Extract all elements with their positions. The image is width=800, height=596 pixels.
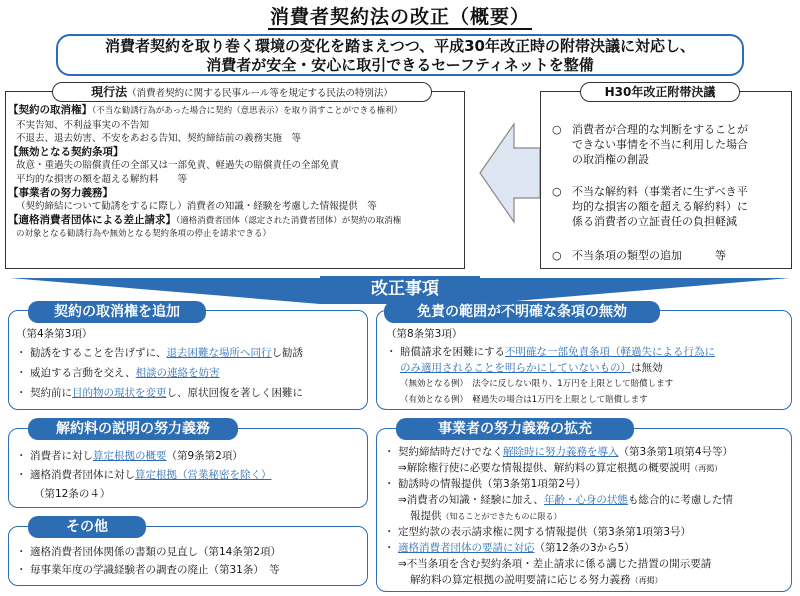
sec3-line-1 <box>16 448 243 464</box>
h30-label: H30年改正附帯決議 <box>580 82 740 102</box>
sec1-item <box>16 385 303 401</box>
bullet: ・ <box>16 469 27 481</box>
sec4-b2 <box>398 492 733 508</box>
kaisei-label: 改正事項 <box>371 279 439 299</box>
genko-line: （契約締結について勧誘をするに際し）消費者の知識・経験を考慮した情報提供 等 <box>16 201 377 213</box>
genko-head: 【無効となる契約条項】 <box>8 145 124 158</box>
h30-item-line: 消費者が合理的な判断をすることが <box>572 123 748 136</box>
sec1-item-link[interactable]: 目的物の現状を変更 <box>72 387 167 399</box>
genko-line: 不実告知、不利益事実の不告知 <box>16 119 150 131</box>
sec4-b2-pre: ⇒消費者の知識・経験に加え、 <box>398 494 544 506</box>
lead-line-2: 消費者が安全・安心に取引できるセーフティネットを整備 <box>206 56 594 74</box>
sec3-l1-link[interactable]: 算定根拠の概要 <box>93 450 167 462</box>
circle-mark-icon: ○ <box>552 123 562 136</box>
lead-line-1: 消費者契約を取り巻く環境の変化を踏まえつつ、平成30年改正時の附帯決議に対応し、 <box>105 37 695 55</box>
genko-line: の対象となる勧誘行為や無効となる契約条項の停止を請求できる） <box>16 229 272 240</box>
sec1-item-link[interactable]: 相談の連絡を妨害 <box>135 367 220 379</box>
genko-line: 不退去、退去妨害、不安をあおる告知、契約締結前の義務実施 等 <box>16 133 302 145</box>
sec4-a1-pre: 契約締結時だけでなく <box>398 446 503 458</box>
sec5-l2-text: 毎事業年度の学識経験者の調査の廃止（第31条） 等 <box>30 564 280 576</box>
sec1-article: （第4条第3項） <box>16 328 93 340</box>
sec4-a2-note: （再掲） <box>690 464 723 473</box>
sec4-d1-link[interactable]: 適格消費者団体の要請に対応 <box>398 542 535 554</box>
genko-line: 平均的な損害の額を超える解約料 等 <box>16 173 188 185</box>
sec2-line-1 <box>386 344 715 360</box>
sec4-b3 <box>410 508 562 525</box>
sec3-l2-link[interactable]: 算定根拠（営業秘密を除く） <box>135 469 272 481</box>
genko-head: 【適格消費者団体による差止請求】 <box>8 213 176 226</box>
sec1-item-link[interactable]: 退去困難な場所へ同行 <box>166 347 272 359</box>
bullet: ・ <box>16 347 27 359</box>
sec4-d2: ⇒不当条項を含む契約条項・差止請求に係る講じた措置の開示要請 <box>398 558 712 570</box>
page-title: 消費者契約法の改正（概要） <box>269 6 530 28</box>
sec1-item <box>16 365 220 381</box>
bullet: ・ <box>384 446 395 458</box>
genko-head: 【事業者の努力義務】 <box>8 186 113 199</box>
circle-mark-icon: ○ <box>552 249 562 262</box>
sec1-item-pre: 勧誘をすることを告げずに、 <box>30 347 167 359</box>
bullet: ・ <box>384 478 395 490</box>
lead-box <box>56 34 744 76</box>
genko-label-sub: （消費者契約に関する民事ルール等を規定する民法の特別法） <box>127 88 393 99</box>
h30-frame <box>540 91 792 269</box>
bullet: ・ <box>16 546 27 558</box>
sec1-item-pre: 契約前に <box>30 387 72 399</box>
sec4-b2-link[interactable]: 年齢・心身の状態 <box>543 494 628 506</box>
sec4-b2-post: も総合的に考慮した情 <box>627 494 733 506</box>
genko-section-void <box>8 146 460 187</box>
section-head-void: 免責の範囲が不明確な条項の無効 <box>384 301 660 323</box>
bullet: ・ <box>384 542 395 554</box>
sec4-a1-post: （第3条第1項第4号等） <box>618 446 734 458</box>
sec3-l1-post: （第9条第2項） <box>166 450 243 462</box>
genko-section-cancel <box>8 104 460 146</box>
sec4-d3 <box>410 572 663 589</box>
sec1-item <box>16 345 303 361</box>
h30-item-line: 不当な解約料（事業者に生ずべき平 <box>572 185 748 198</box>
bullet: ・ <box>16 564 27 576</box>
sec2-article: （第8条第3項） <box>386 328 463 340</box>
sec5-l1-text: 適格消費者団体関係の書類の見直し（第14条第2項） <box>30 546 282 558</box>
genko-label-main: 現行法 <box>91 85 128 99</box>
sec2-example-valid: （有効となる例） 軽過失の場合は1万円を上限として賠償します <box>400 395 648 405</box>
bullet: ・ <box>384 526 395 538</box>
section-head-business-duty: 事業者の努力義務の拡充 <box>396 418 634 440</box>
bullet: ・ <box>16 450 27 462</box>
sec5-line-2 <box>16 562 280 578</box>
sec4-c1-text: 定型約款の表示請求権に関する情報提供（第3条第1項第3号） <box>398 526 692 538</box>
sec3-line-3: （第12条の４） <box>34 488 111 500</box>
sec2-line2-post: は無効 <box>631 362 663 374</box>
title-underline <box>268 28 532 30</box>
bullet: ・ <box>386 346 397 358</box>
bullet: ・ <box>16 387 27 399</box>
sec4-d3-text: 解約料の算定根拠の説明要請に応じる努力義務 <box>410 574 631 586</box>
sec3-l2-pre: 適格消費者団体に対し <box>30 469 135 481</box>
genko-head-note: （適格消費者団体（認定された消費者団体）が契約の取消権 <box>176 215 402 226</box>
h30-item-line: できない事情を不当に利用した場合 <box>572 138 748 151</box>
section-head-cancel-fee: 解約料の説明の努力義務 <box>28 418 238 440</box>
sec1-item-post: し、原状回復を著しく困難に <box>166 387 303 399</box>
circle-mark-icon: ○ <box>552 185 562 198</box>
sec3-line-2 <box>16 467 272 483</box>
section-head-other: その他 <box>28 516 146 538</box>
h30-item-line: 不当条項の類型の追加 等 <box>572 249 726 262</box>
sec5-line-1 <box>16 544 281 560</box>
h30-item <box>550 248 782 263</box>
sec3-l1-pre: 消費者に対し <box>30 450 93 462</box>
h30-item-line: 均的な損害の額を超える解約料）に <box>572 200 748 213</box>
genko-head-note: （不当な勧誘行為があった場合に契約（意思表示）を取り消すことができる権利） <box>92 106 403 116</box>
h30-item <box>550 184 782 229</box>
h30-item-line: 係る消費者の立証責任の負担軽減 <box>572 215 737 228</box>
sec4-d3-note: （再掲） <box>630 576 663 585</box>
sec4-b3-note: （知ることができたものに限る） <box>441 512 562 521</box>
sec2-example-invalid: （無効となる例） 法令に反しない限り、1万円を上限として賠償します <box>400 379 674 389</box>
sec2-line1-pre: 賠償請求を困難にする <box>400 346 505 358</box>
left-arrow-icon <box>478 118 542 228</box>
section-head-cancel: 契約の取消権を追加 <box>28 301 206 323</box>
h30-item-line: の取消権の創設 <box>572 153 649 166</box>
sec4-a1 <box>384 444 733 460</box>
sec2-line-2 <box>400 360 663 376</box>
sec1-item-post: し勧誘 <box>271 347 303 359</box>
genko-section-duty <box>8 187 460 214</box>
genko-line: 故意・重過失の賠償責任の全部又は一部免責、軽過失の賠償責任の全部免責 <box>16 160 340 172</box>
sec4-a1-link[interactable]: 解除時に努力義務を導入 <box>503 446 619 458</box>
bullet: ・ <box>16 367 27 379</box>
genko-head: 【契約の取消権】 <box>8 104 92 116</box>
sec4-d1-post: （第12条の3から5） <box>534 542 635 554</box>
sec2-line2-link[interactable]: のみ適用されることを明らかにしていないもの） <box>400 362 631 374</box>
sec2-line1-link[interactable]: 不明確な一部免責条項（軽過失による行為に <box>505 346 715 358</box>
sec4-b3-text: 報提供 <box>410 510 442 522</box>
genko-label <box>52 82 432 102</box>
h30-item <box>550 122 782 167</box>
sec4-a2 <box>398 460 722 477</box>
sec4-d1 <box>384 540 635 556</box>
sec1-item-pre: 威迫する言動を交え、 <box>30 367 136 379</box>
sec4-c1 <box>384 524 691 540</box>
sec4-b1 <box>384 476 586 492</box>
genko-body <box>8 104 460 242</box>
sec4-a2-text: ⇒解除権行使に必要な情報提供、解約料の算定根拠の概要説明 <box>398 462 691 474</box>
sec4-b1-text: 勧誘時の情報提供（第3条第1項第2号） <box>398 478 587 490</box>
genko-section-injunction <box>8 214 460 242</box>
